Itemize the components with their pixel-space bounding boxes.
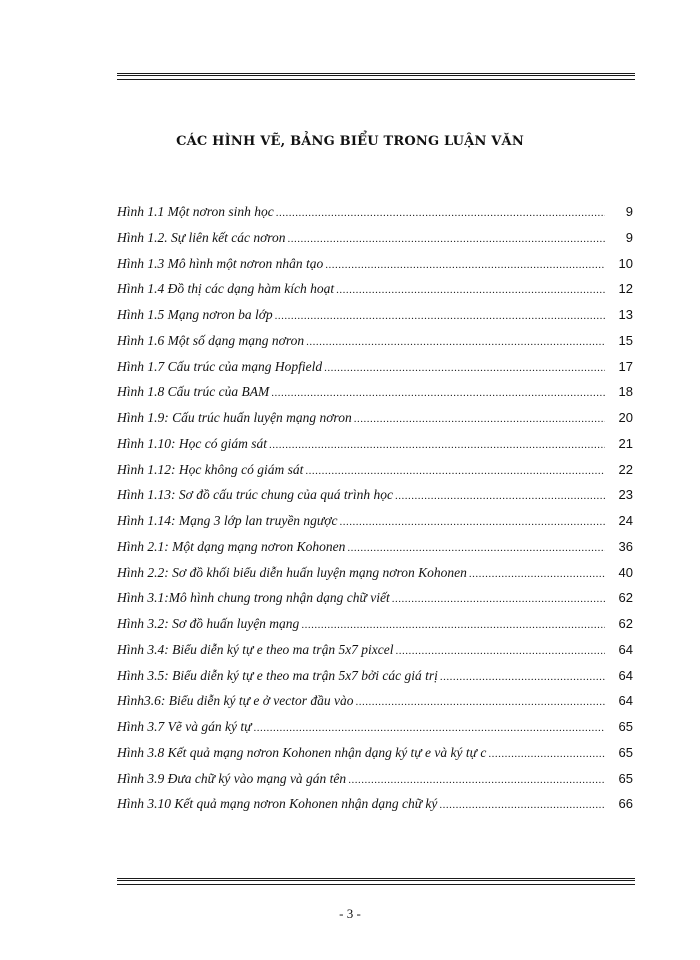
toc-entry [117, 384, 633, 410]
dot-leader [395, 490, 605, 502]
dot-leader [253, 722, 605, 734]
dot-leader [288, 233, 605, 245]
toc-entry [117, 693, 633, 719]
entry-page-number: 36 [618, 538, 633, 554]
dot-leader [336, 284, 605, 296]
toc-entry [117, 487, 633, 513]
toc-entry [117, 256, 633, 282]
page-title: CÁC HÌNH VẼ, BẢNG BIỂU TRONG LUẬN VĂN [176, 134, 524, 149]
entry-page-number: 65 [618, 719, 633, 734]
dot-leader [348, 774, 605, 786]
entry-page-number: 17 [618, 358, 633, 374]
entry-title: Hình 1.8 Cấu trúc của BAM [117, 384, 270, 400]
entry-title: Hình 1.5 Mạng nơron ba lớp [117, 307, 273, 322]
entry-title: Hình 1.7 Cấu trúc của mạng Hopfield [117, 358, 323, 374]
dot-leader [301, 619, 605, 631]
entry-page-number: 18 [618, 384, 633, 400]
toc-entry [117, 616, 633, 642]
entry-page-number: 62 [618, 590, 633, 606]
entry-title: Hình 1.1 Một nơron sinh học [117, 204, 274, 219]
entry-page-number: 23 [618, 487, 633, 503]
entry-page-number: 62 [618, 616, 633, 631]
dot-leader [271, 387, 605, 399]
dot-leader [275, 310, 605, 322]
toc-entry [117, 513, 633, 539]
entry-page-number: 12 [618, 281, 633, 297]
toc-entry [117, 590, 633, 616]
dot-leader [396, 645, 605, 657]
dot-leader [269, 439, 605, 451]
toc-entry [117, 745, 633, 771]
entry-page-number: 24 [618, 513, 633, 528]
toc-entry [117, 539, 633, 565]
entry-page-number: 9 [625, 204, 633, 219]
toc-entry [117, 436, 633, 462]
entry-title: Hình 3.5: Biểu diễn ký tự e theo ma trận 5x7 bởi các giá trị [117, 667, 438, 683]
entry-title: Hình 1.9: Cấu trúc huấn luyện mạng nơron [117, 410, 352, 425]
toc-entry [117, 565, 633, 591]
entry-page-number: 9 [625, 229, 633, 245]
dot-leader [356, 696, 606, 708]
dot-leader [354, 413, 605, 425]
entry-title: Hình 3.10 Kết quả mạng nơron Kohonen nhận dạng chữ ký [117, 796, 438, 812]
entry-page-number: 21 [618, 435, 633, 451]
dot-leader [488, 748, 605, 760]
entry-page-number: 65 [618, 744, 633, 760]
entry-title: Hình 1.14: Mạng 3 lớp lan truyền ngược [117, 513, 338, 528]
entry-title: Hình 3.7 Vẽ và gán ký tự [117, 719, 252, 734]
entry-title: Hình3.6: Biểu diễn ký tự e ở vector đầu vào [117, 693, 354, 709]
dot-leader [440, 671, 605, 683]
entry-title: Hình 3.9 Đưa chữ ký vào mạng và gán tên [117, 770, 347, 786]
entry-page-number: 13 [618, 307, 633, 322]
dot-leader [340, 516, 606, 528]
entry-title: Hình 1.4 Đồ thị các dạng hàm kích hoạt [117, 281, 335, 297]
dot-leader [469, 568, 605, 580]
toc-entry [117, 204, 633, 230]
dot-leader [305, 465, 605, 477]
entry-page-number: 64 [618, 693, 633, 709]
toc-entry [117, 359, 633, 385]
entry-title: Hình 1.12: Học không có giám sát [117, 461, 304, 477]
entry-page-number: 64 [618, 667, 633, 683]
entry-title: Hình 1.6 Một số dạng mạng nơron [117, 332, 305, 348]
toc-entry [117, 230, 633, 256]
entry-title: Hình 2.2: Sơ đồ khối biểu diễn huấn luyện mạng nơron Kohonen [117, 564, 467, 580]
entry-page-number: 65 [618, 770, 633, 786]
entry-page-number: 20 [618, 410, 633, 425]
page-number: - 3 - [339, 906, 361, 921]
entry-title: Hình 1.10: Học có giám sát [117, 435, 267, 451]
dot-leader [306, 336, 605, 348]
entry-page-number: 22 [618, 461, 633, 477]
entry-page-number: 10 [618, 255, 633, 271]
toc-entry [117, 307, 633, 333]
entry-title: Hình 2.1: Một dạng mạng nơron Kohonen [117, 538, 346, 554]
dot-leader [325, 259, 605, 271]
entry-title: Hình 3.8 Kết quả mạng nơron Kohonen nhận dạng ký tự e và ký tự c [117, 744, 487, 760]
entry-page-number: 66 [618, 796, 633, 812]
entry-title: Hình 3.1:Mô hình chung trong nhận dạng chữ viết [117, 590, 390, 606]
entry-title: Hình 1.3 Mô hình một nơron nhân tạo [117, 255, 324, 271]
toc-entry [117, 668, 633, 694]
toc-entry [117, 281, 633, 307]
entry-title: Hình 3.2: Sơ đồ huấn luyện mạng [117, 616, 300, 631]
toc-entry [117, 771, 633, 797]
dot-leader [324, 362, 605, 374]
dot-leader [347, 542, 605, 554]
toc-entry [117, 410, 633, 436]
toc-entry [117, 333, 633, 359]
toc-entry [117, 642, 633, 668]
entry-title: Hình 3.4: Biểu diễn ký tự e theo ma trận 5x7 pixcel [117, 641, 394, 657]
toc-entry [117, 719, 633, 745]
figure-list [117, 204, 633, 822]
bottom-double-rule [117, 878, 635, 885]
dot-leader [439, 799, 605, 811]
dot-leader [276, 207, 605, 219]
entry-page-number: 40 [618, 564, 633, 580]
dot-leader [392, 593, 605, 605]
entry-page-number: 64 [618, 641, 633, 657]
toc-entry [117, 462, 633, 488]
entry-page-number: 15 [618, 332, 633, 348]
toc-entry [117, 796, 633, 822]
entry-title: Hình 1.13: Sơ đồ cấu trúc chung của quá trình học [117, 487, 394, 503]
top-double-rule [117, 73, 635, 80]
entry-title: Hình 1.2. Sự liên kết các nơron [117, 229, 286, 245]
